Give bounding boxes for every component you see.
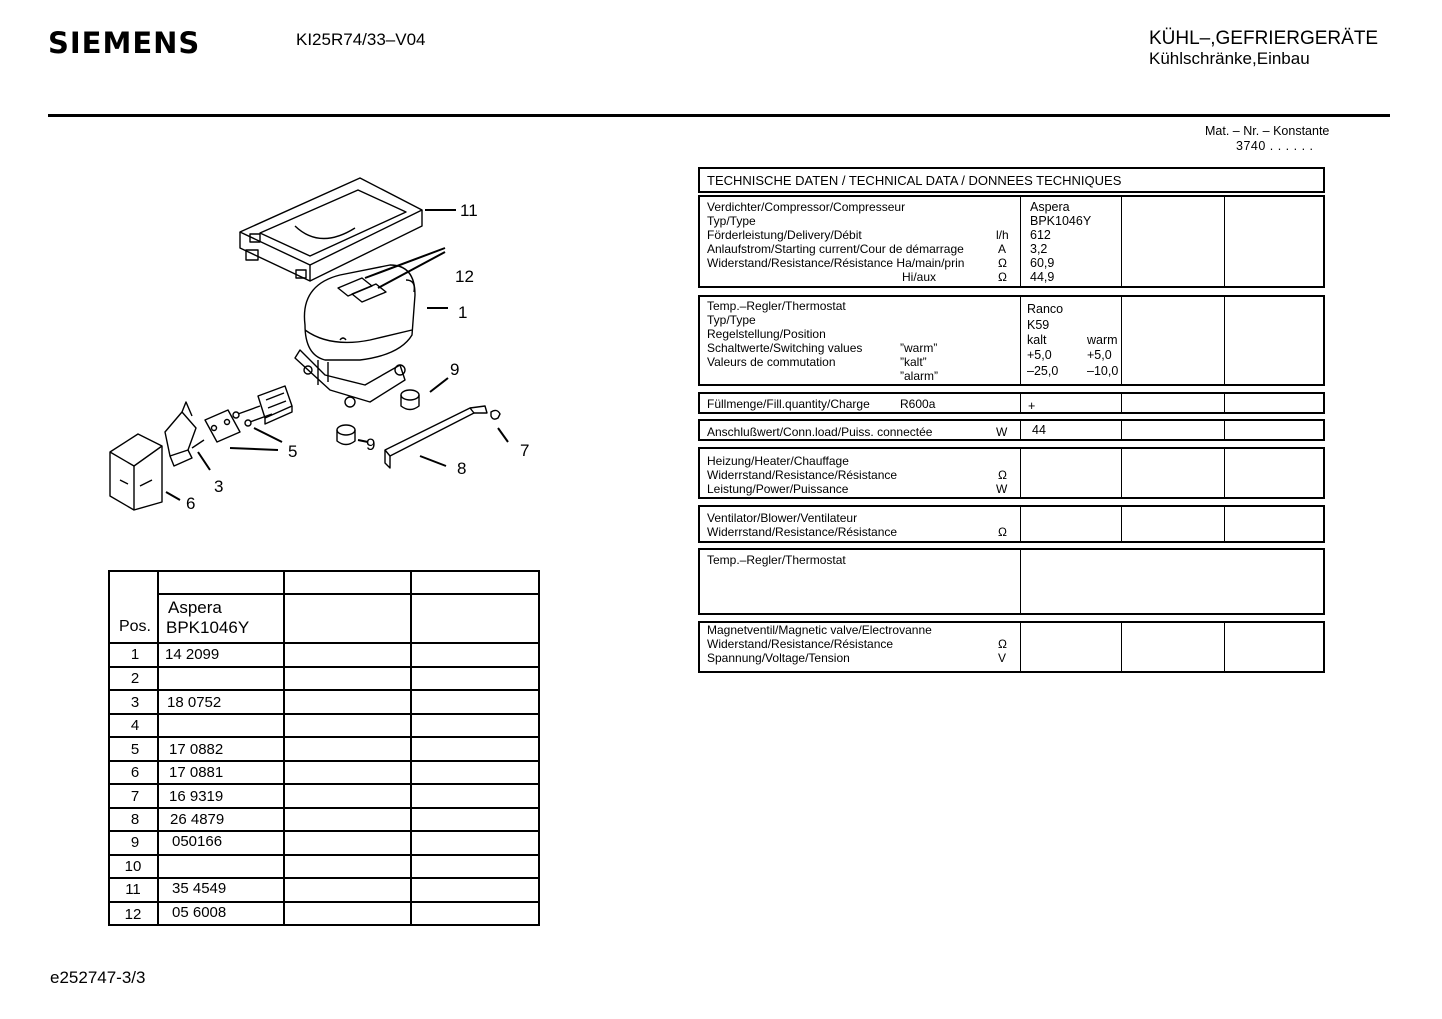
thermostat-section bbox=[698, 295, 1325, 386]
delivery-unit: l/h bbox=[996, 228, 1009, 242]
pos-header: Pos. bbox=[118, 618, 151, 635]
warm-kalt-value: +5,0 bbox=[1027, 348, 1052, 362]
compressor-type-label: Typ/Type bbox=[707, 214, 756, 228]
part-starter-relay bbox=[165, 402, 204, 466]
document-id: e252747-3/3 bbox=[50, 968, 146, 987]
category-title: KÜHL–,GEFRIERGERÄTE bbox=[1149, 28, 1379, 49]
part-bracket-rail bbox=[385, 406, 487, 468]
thermostat2-section bbox=[698, 548, 1325, 615]
resistance-main-unit: Ω bbox=[998, 256, 1007, 270]
part-number-cell: 05 6008 bbox=[172, 904, 227, 921]
blower-section bbox=[698, 505, 1325, 543]
valve-resistance-unit: Ω bbox=[998, 637, 1007, 651]
thermostat2-label: Temp.–Regler/Thermostat bbox=[707, 553, 846, 567]
valeurs-commutation-label: Valeurs de commutation bbox=[707, 355, 836, 369]
callout-9-upper: 9 bbox=[450, 360, 460, 379]
part-relay-block bbox=[205, 410, 240, 442]
heater-label: Heizung/Heater/Chauffage bbox=[707, 454, 849, 468]
connection-load-label: Anschlußwert/Conn.load/Puiss. connectée bbox=[707, 425, 933, 439]
valve-voltage-unit: V bbox=[998, 651, 1007, 665]
part-number-cell: 35 4549 bbox=[172, 880, 227, 897]
mat-nr-value: 3740 . . . . . . bbox=[1236, 139, 1314, 153]
resistance-main-value: 60,9 bbox=[1030, 256, 1055, 270]
fill-quantity-section bbox=[698, 392, 1325, 414]
alarm-sublabel: ”alarm” bbox=[900, 369, 938, 383]
thermostat-make: Ranco bbox=[1027, 302, 1064, 316]
part-number-cell: 17 0881 bbox=[169, 764, 224, 781]
pos-cell: 9 bbox=[130, 834, 140, 851]
part-protection-cover bbox=[110, 434, 162, 510]
pos-cell: 10 bbox=[124, 858, 142, 875]
pos-cell: 6 bbox=[130, 764, 140, 781]
valve-section bbox=[698, 621, 1325, 673]
pos-cell: 12 bbox=[124, 906, 142, 923]
pos-cell: 1 bbox=[130, 646, 140, 663]
blower-resistance-unit: Ω bbox=[998, 525, 1007, 539]
resistance-aux-value: 44,9 bbox=[1030, 270, 1055, 284]
kalt-warm-value: –10,0 bbox=[1087, 364, 1119, 378]
kalt-kalt-value: –25,0 bbox=[1027, 364, 1059, 378]
delivery-value: 612 bbox=[1030, 228, 1051, 242]
thermostat-type-label: Typ/Type bbox=[707, 313, 756, 327]
col-warm-header: warm bbox=[1087, 333, 1118, 347]
valve-voltage-label: Spannung/Voltage/Tension bbox=[707, 651, 850, 665]
warm-warm-value: +5,0 bbox=[1087, 348, 1112, 362]
heater-section bbox=[698, 447, 1325, 499]
switching-values-label: Schaltwerte/Switching values bbox=[707, 341, 863, 355]
pos-cell: 8 bbox=[130, 811, 140, 828]
mat-nr-label: Mat. – Nr. – Konstante bbox=[1205, 124, 1330, 138]
valve-resistance-label: Widerstand/Resistance/Résistance bbox=[707, 637, 894, 651]
callout-11: 11 bbox=[460, 201, 478, 220]
compressor-section bbox=[698, 195, 1325, 288]
callout-6: 6 bbox=[186, 494, 196, 513]
pos-cell: 4 bbox=[130, 717, 140, 734]
connection-load-section bbox=[698, 419, 1325, 441]
callout-8: 8 bbox=[457, 459, 467, 478]
part-grommet-upper bbox=[401, 390, 419, 410]
resistance-aux-unit: Ω bbox=[998, 270, 1007, 284]
callout-9-lower: 9 bbox=[366, 435, 376, 454]
part-connector bbox=[258, 386, 292, 424]
compressor-make: Aspera bbox=[1030, 200, 1070, 214]
model-number: KI25R74/33–V04 bbox=[296, 30, 426, 49]
heater-power-label: Leistung/Power/Puissance bbox=[707, 482, 849, 496]
connection-load-unit: W bbox=[996, 425, 1008, 439]
pos-cell: 7 bbox=[130, 788, 140, 805]
fill-quantity-label: Füllmenge/Fill.quantity/Charge bbox=[707, 397, 870, 411]
part-number-cell: 14 2099 bbox=[165, 646, 220, 663]
connection-load-value: 44 bbox=[1032, 423, 1046, 437]
kalt-sublabel: ”kalt” bbox=[900, 355, 927, 369]
exploded-parts-diagram bbox=[100, 170, 560, 530]
col-kalt-header: kalt bbox=[1027, 333, 1047, 347]
pos-cell: 11 bbox=[125, 881, 141, 898]
delivery-label: Förderleistung/Delivery/Débit bbox=[707, 228, 862, 242]
pos-cell: 2 bbox=[130, 670, 140, 687]
blower-label: Ventilator/Blower/Ventilateur bbox=[707, 511, 858, 525]
header-divider bbox=[48, 114, 1390, 117]
part-compressor bbox=[295, 265, 415, 407]
warm-sublabel: ”warm” bbox=[900, 341, 938, 355]
part-number-cell: 17 0882 bbox=[169, 741, 224, 758]
part-grommet-lower bbox=[337, 425, 355, 445]
pos-cell: 3 bbox=[130, 694, 140, 711]
category-subtitle: Kühlschränke,Einbau bbox=[1149, 49, 1310, 68]
heater-resistance-unit: Ω bbox=[998, 468, 1007, 482]
starting-current-value: 3,2 bbox=[1030, 242, 1048, 256]
part-number-cell: 18 0752 bbox=[167, 694, 222, 711]
callout-3: 3 bbox=[214, 477, 224, 496]
callout-5: 5 bbox=[288, 442, 298, 461]
thermostat-type: K59 bbox=[1027, 318, 1050, 332]
refrigerant-type: R600a bbox=[900, 397, 936, 411]
blower-resistance-label: Widerrstand/Resistance/Résistance bbox=[707, 525, 898, 539]
fill-quantity-value: + bbox=[1028, 399, 1036, 413]
callout-1: 1 bbox=[458, 303, 468, 322]
heater-power-unit: W bbox=[996, 482, 1008, 496]
heater-resistance-label: Widerrstand/Resistance/Résistance bbox=[707, 468, 898, 482]
pos-cell: 5 bbox=[130, 741, 140, 758]
tech-data-title-box bbox=[698, 167, 1325, 193]
resistance-main-label: Widerstand/Resistance/Résistance Ha/main/prin bbox=[707, 256, 965, 270]
part-number-cell: 26 4879 bbox=[170, 811, 225, 828]
part-number-cell: 050166 bbox=[172, 833, 223, 850]
thermostat-label: Temp.–Regler/Thermostat bbox=[707, 299, 846, 313]
resistance-aux-label: Hi/aux bbox=[902, 270, 937, 284]
parts-column-type: BPK1046Y bbox=[166, 618, 250, 637]
starting-current-unit: A bbox=[998, 242, 1007, 256]
parts-table bbox=[108, 570, 540, 926]
compressor-label: Verdichter/Compressor/Compresseur bbox=[707, 200, 906, 214]
valve-label: Magnetventil/Magnetic valve/Electrovanne bbox=[707, 623, 932, 637]
part-clip bbox=[491, 410, 500, 419]
tech-data-title: TECHNISCHE DATEN / TECHNICAL DATA / DONNEES TECHNIQUES bbox=[707, 173, 1122, 188]
part-number-cell: 16 9319 bbox=[169, 788, 224, 805]
starting-current-label: Anlaufstrom/Starting current/Cour de démarrage bbox=[707, 242, 964, 256]
callout-7: 7 bbox=[520, 441, 530, 460]
compressor-type: BPK1046Y bbox=[1030, 214, 1092, 228]
brand-logo: SIEMENS bbox=[48, 26, 201, 60]
callout-12: 12 bbox=[455, 267, 474, 286]
position-label: Regelstellung/Position bbox=[707, 327, 826, 341]
parts-column-make: Aspera bbox=[168, 598, 222, 617]
